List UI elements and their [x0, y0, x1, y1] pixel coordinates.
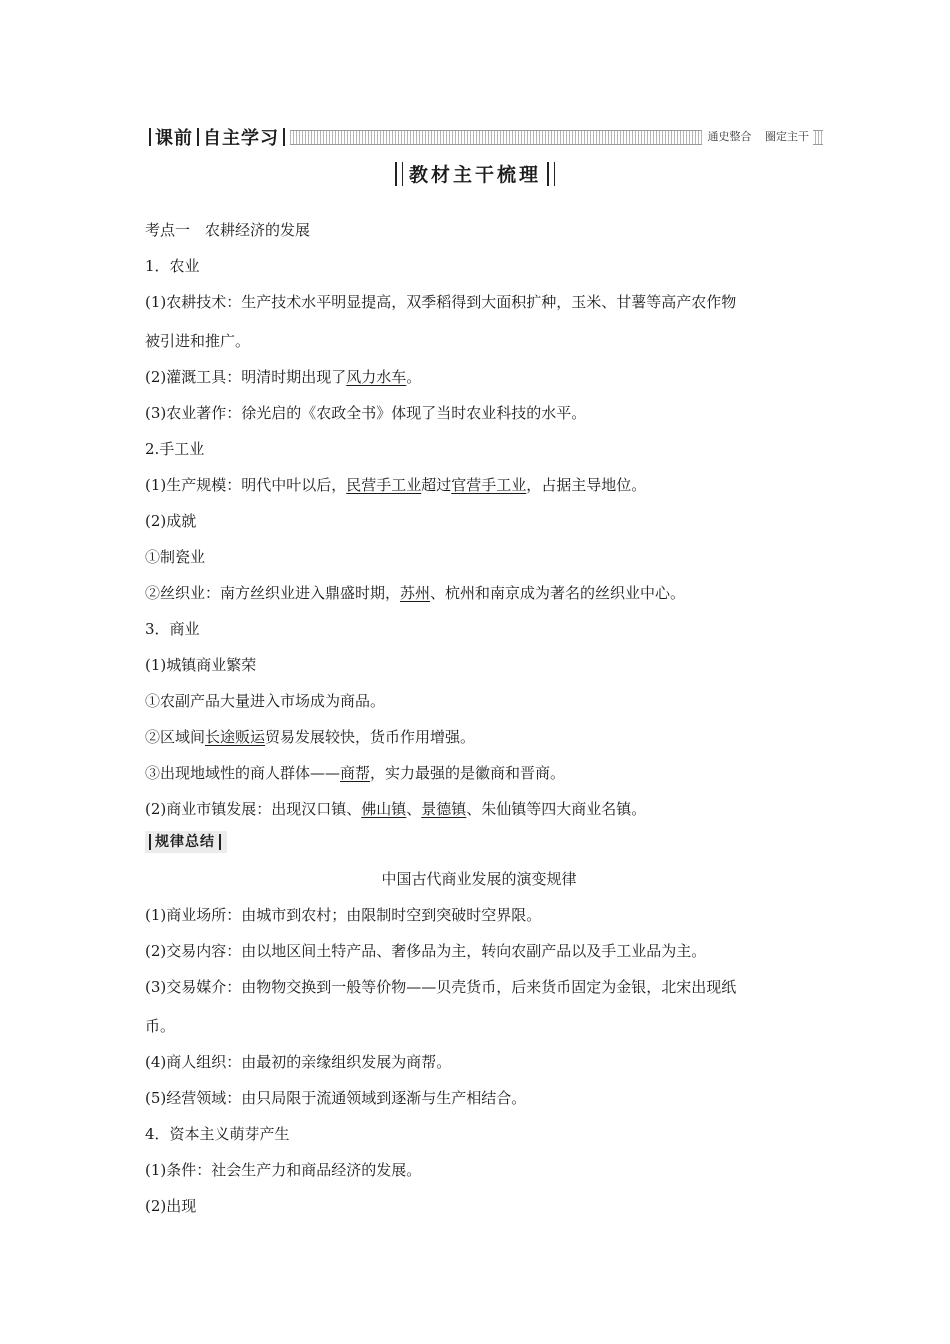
subheading-commerce: 3．商业 [145, 620, 200, 638]
text-line: (2)交易内容：由以地区间土特产品、奢侈品为主，转向农副产品以及手工业品为主。 [145, 942, 707, 960]
rule-summary-tag-row [145, 829, 813, 863]
divider-bar [149, 834, 151, 850]
header-title-part1: 课前 [155, 128, 193, 149]
text-line: (3)交易媒介：由物物交换到一般等价物——贝壳货币，后来货币固定为金银，北宋出现纸 [145, 978, 737, 996]
underlined-term: 风力水车 [346, 368, 407, 386]
divider-bar [219, 834, 221, 850]
underlined-term: 佛山镇 [361, 800, 407, 818]
text-line: (1)城镇商业繁荣 [145, 656, 257, 674]
text-line: ①农副产品大量进入市场成为商品。 [145, 692, 386, 710]
text-line: (5)经营领域：由只局限于流通领域到逐渐与生产相结合。 [145, 1089, 527, 1107]
section-title: 教材主干梳理 [408, 164, 541, 186]
subheading-capitalism: 4．资本主义萌芽产生 [145, 1125, 290, 1143]
rule-summary-tag: 规律总结 [145, 831, 227, 853]
header-tag-1: 通史整合 [707, 130, 752, 143]
text-line: (3)农业著作：徐光启的《农政全书》体现了当时农业科技的水平。 [145, 404, 587, 422]
text-line: 被引进和推广。 [145, 332, 251, 350]
text-line: (2)商业市镇发展：出现汉口镇、佛山镇、景德镇、朱仙镇等四大商业名镇。 [145, 800, 647, 818]
divider-bar [283, 128, 285, 146]
text-line: ③出现地域性的商人群体——商帮，实力最强的是徽商和晋商。 [145, 764, 566, 782]
underlined-term: 景德镇 [421, 800, 467, 818]
double-bar-right [547, 162, 555, 186]
text-line: (4)商人组织：由最初的亲缘组织发展为商帮。 [145, 1053, 452, 1071]
double-bar-left [395, 162, 403, 186]
section-header-bar [145, 126, 813, 148]
underlined-term: 苏州 [400, 584, 431, 602]
underlined-term: 长途贩运 [205, 728, 266, 746]
text-line: 币。 [145, 1017, 176, 1035]
divider-bar [149, 128, 151, 146]
header-right-tags [702, 128, 814, 146]
text-line: (2)成就 [145, 512, 197, 530]
underlined-term: 民营手工业 [346, 476, 422, 494]
text-line: ②丝织业：南方丝织业进入鼎盛时期，苏州、杭州和南京成为著名的丝织业中心。 [145, 584, 686, 602]
subheading-handicraft: 2.手工业 [145, 440, 205, 458]
text-line: (2)灌溉工具：明清时期出现了风力水车。 [145, 368, 422, 386]
text-line: (2)出现 [145, 1197, 197, 1215]
subheading-agriculture: 1．农业 [145, 257, 200, 275]
text-line: ②区域间长途贩运贸易发展较快，货币作用增强。 [145, 728, 476, 746]
topic-heading: 考点一 农耕经济的发展 [145, 221, 311, 239]
text-line: (1)条件：社会生产力和商品经济的发展。 [145, 1161, 422, 1179]
header-title [145, 126, 289, 148]
section-heading [0, 160, 950, 190]
text-line: (1)生产规模：明代中叶以后，民营手工业超过官营手工业，占据主导地位。 [145, 476, 647, 494]
document-body [145, 214, 813, 1226]
underlined-term: 商帮 [340, 764, 371, 782]
underlined-term: 官营手工业 [451, 476, 527, 494]
rule-summary-title: 中国古代商业发展的演变规律 [381, 870, 577, 888]
text-line: (1)商业场所：由城市到农村；由限制时空到突破时空界限。 [145, 906, 542, 924]
text-line: ①制瓷业 [145, 548, 206, 566]
text-line: (1)农耕技术：生产技术水平明显提高，双季稻得到大面积扩种，玉米、甘薯等高产农作物 [145, 293, 737, 311]
header-title-part2: 自主学习 [203, 128, 279, 149]
divider-bar [197, 128, 199, 146]
header-tag-2: 圈定主干 [765, 130, 809, 143]
